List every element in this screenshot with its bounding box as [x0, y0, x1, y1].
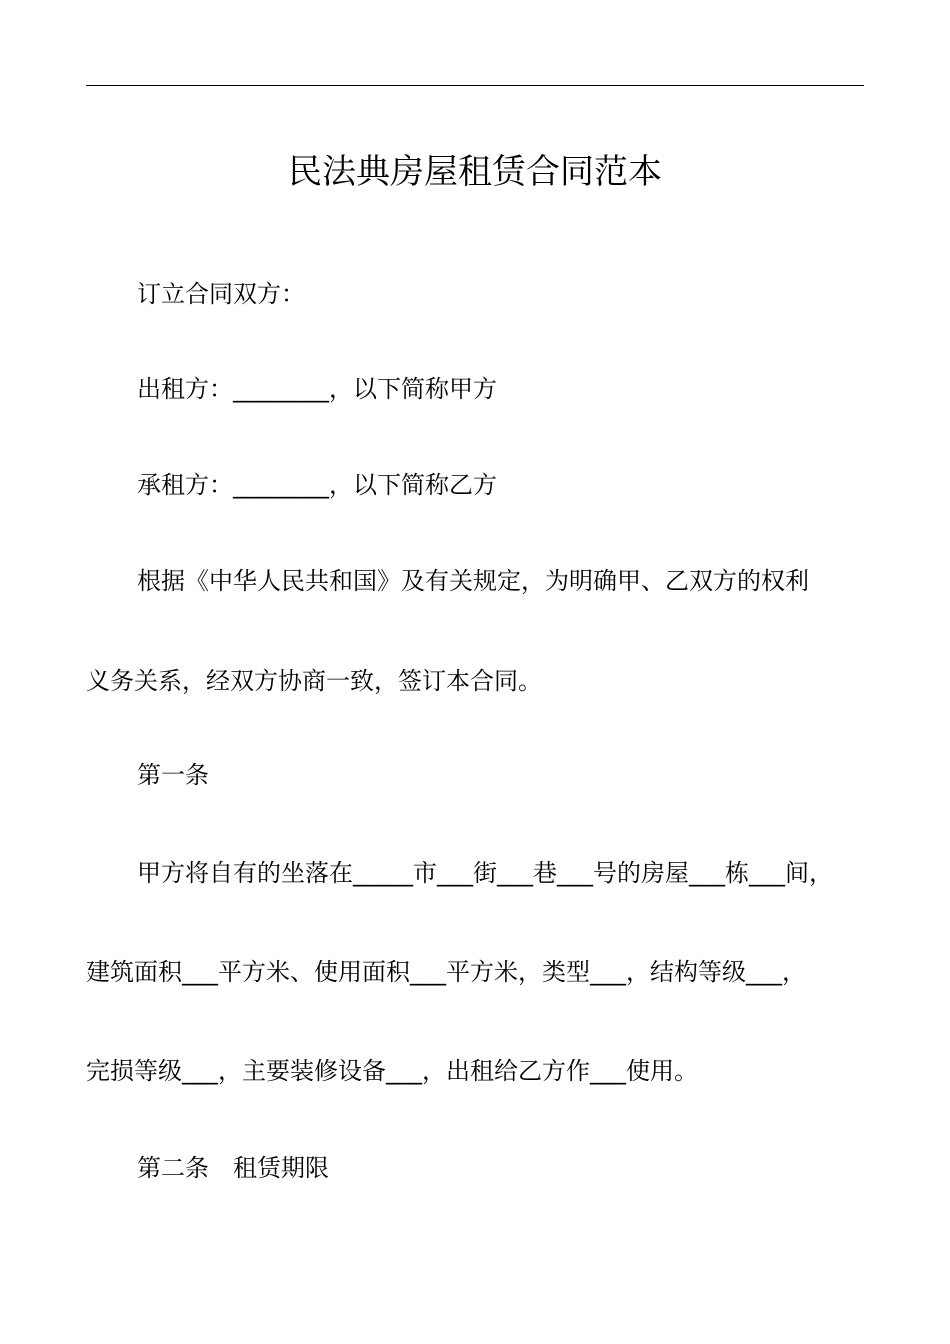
article-2-heading: 第二条 租赁期限	[137, 1154, 329, 1182]
article-1-line-3: 完损等级___，主要装修设备___，出租给乙方作___使用。	[86, 1057, 698, 1085]
document-title: 民法典房屋租赁合同范本	[288, 152, 662, 192]
article-1-line-2: 建筑面积___平方米、使用面积___平方米，类型___，结构等级___，	[86, 958, 806, 986]
preamble-line-2: 义务关系，经双方协商一致，签订本合同。	[86, 667, 542, 695]
article-1-line-1: 甲方将自有的坐落在_____市___街___巷___号的房屋___栋___间，	[137, 859, 833, 887]
header-rule	[86, 85, 864, 86]
article-1-heading: 第一条	[137, 761, 209, 789]
parties-heading: 订立合同双方：	[137, 280, 305, 308]
lessee-line: 承租方：________，以下简称乙方	[137, 471, 497, 499]
preamble-line-1: 根据《中华人民共和国》及有关规定，为明确甲、乙双方的权利	[137, 567, 809, 595]
lessor-line: 出租方：________，以下简称甲方	[137, 375, 497, 403]
